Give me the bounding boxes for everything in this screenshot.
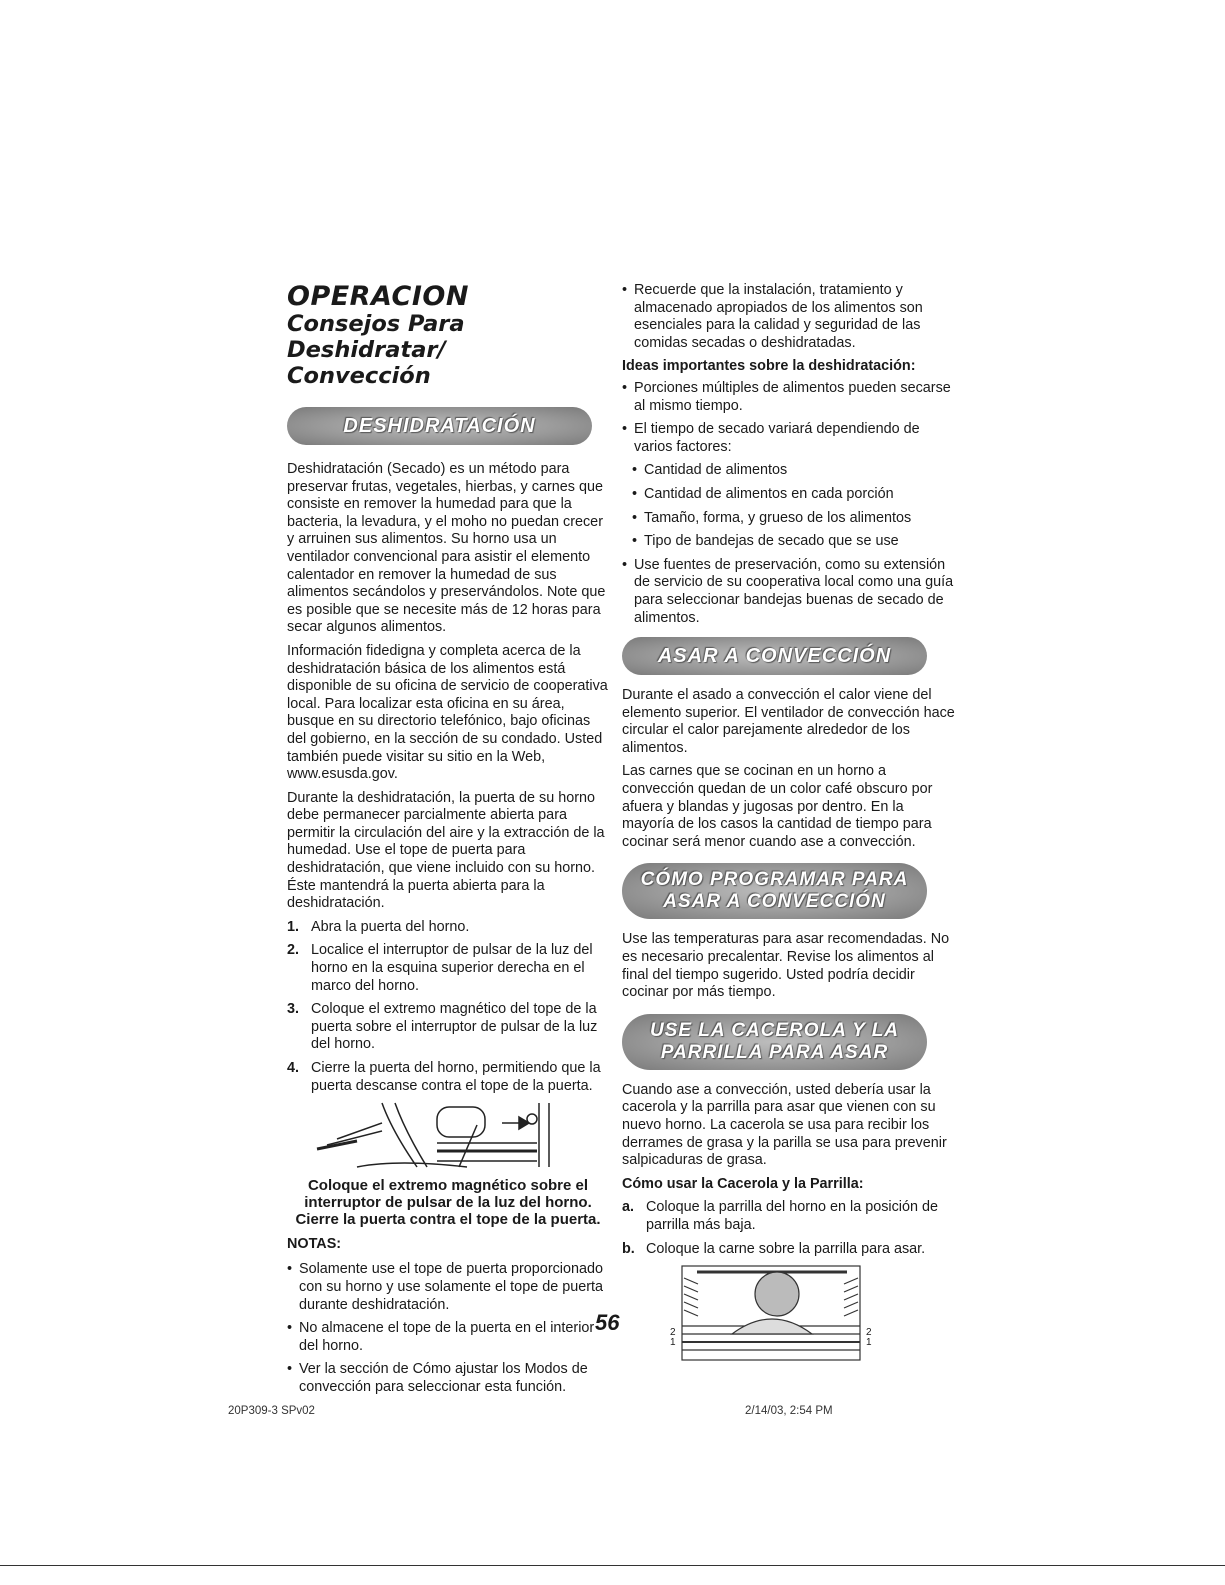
step-number: 1. — [287, 918, 300, 935]
banner-program-line2: ASAR A CONVECCIÓN — [663, 891, 886, 913]
illustration-caption — [287, 1177, 609, 1228]
rack-left-label-1: 1 — [670, 1337, 676, 1349]
pan-paragraph: Cuando ase a convección, usted debería usar la cacerola y la parrilla para asar que vienen con su nuevo horno. La cacerola se usa para recibir los derrames de grasa y la parilla se usa para prevenir salpicaduras de grasa. — [622, 1081, 947, 1169]
rack-left-label-2: 2 — [670, 1327, 676, 1339]
notes-title: NOTAS: — [287, 1235, 342, 1252]
howto-letter: b. — [622, 1240, 635, 1257]
caption-line: Cierre la puerta contra el tope de la puerta. — [295, 1210, 601, 1228]
ideas-title: Ideas importantes sobre la deshidratación: — [622, 358, 916, 375]
left-column — [287, 282, 609, 1403]
howto-item — [622, 1241, 955, 1259]
factor-text: Tamaño, forma, y grueso de los alimentos — [644, 509, 912, 526]
factor-item — [622, 486, 955, 504]
bullet-icon: • — [632, 533, 638, 550]
step-number: 2. — [287, 942, 300, 959]
banner-convection-roast-text: ASAR A CONVECCIÓN — [657, 645, 892, 668]
howto-text: Coloque la parrilla del horno en la posición de parrilla más baja. — [646, 1199, 939, 1233]
idea-item — [622, 557, 955, 627]
bullet-item — [622, 282, 955, 352]
convection-paragraph-1: Durante el asado a convección el calor viene del elemento superior. El ventilador de convección hace circular el calor parejamente alrededor de los alimentos. — [622, 687, 955, 756]
footer-left: 20P309-3 SPv02 — [228, 1405, 315, 1417]
bullet-icon: • — [287, 1320, 293, 1337]
banner-convection-roast — [622, 637, 927, 675]
banner-pan-line2: PARRILLA PARA ASAR — [660, 1041, 889, 1063]
caption-line: Coloque el extremo magnético sobre el — [307, 1176, 589, 1194]
banner-program-line1: CÓMO PROGRAMAR PARA — [640, 869, 909, 891]
rack-right-label-2: 2 — [866, 1327, 872, 1339]
step-text: Coloque el extremo magnético del tope de la puerta sobre el interruptor de pulsar de la luz del horno. — [311, 1001, 598, 1053]
banner-pan-line1: USE LA CACEROLA Y LA — [649, 1019, 900, 1041]
caption-line: interruptor de pulsar de la luz del horno. — [304, 1193, 592, 1211]
page-title-line1: Consejos Para Deshidratar/ — [287, 311, 465, 363]
bullet-icon: • — [622, 421, 628, 438]
howto-letter: a. — [622, 1199, 635, 1216]
factor-text: Tipo de bandejas de secado que se use — [644, 533, 899, 550]
bullet-icon: • — [622, 379, 628, 396]
factor-text: Cantidad de alimentos — [644, 462, 788, 479]
bottom-rule — [0, 1565, 1225, 1566]
note-item — [287, 1361, 609, 1396]
factor-item — [622, 462, 955, 480]
right-column — [622, 282, 955, 1364]
howto-title: Cómo usar la Cacerola y la Parrilla: — [622, 1175, 864, 1192]
bullet-icon: • — [287, 1361, 293, 1378]
oven-rack-illustration — [622, 1264, 922, 1364]
idea-text: Use fuentes de preservación, como su extensión de servicio de su cooperativa local como una guía para seleccionar bandejas buenas de secado de alimentos. — [634, 556, 954, 626]
door-stop-illustration — [287, 1101, 609, 1169]
note-item — [287, 1320, 609, 1355]
note-text: No almacene el tope de la puerta en el interior del horno. — [299, 1320, 595, 1354]
note-item — [287, 1261, 609, 1314]
page-number: 56 — [595, 1310, 620, 1335]
banner-dehydration — [287, 407, 592, 445]
step-item — [287, 942, 609, 995]
step-text: Cierre la puerta del horno, permitiendo que la puerta descanse contra el tope de la puerta. — [311, 1060, 601, 1094]
page-title-line2: Convección — [287, 363, 431, 389]
step-text: Abra la puerta del horno. — [311, 918, 470, 935]
bullet-icon: • — [287, 1261, 293, 1278]
idea-item — [622, 421, 955, 456]
oven-rack-diagram — [622, 1264, 922, 1364]
footer-right: 2/14/03, 2:54 PM — [745, 1405, 833, 1417]
convection-paragraph-2: Las carnes que se cocinan en un horno a convección quedan de un color café obscuro por afuera y blandas y jugosas por dentro. En la mayoría de los casos la cantidad de tiempo para cocinar será menor cuando ase a convección. — [622, 763, 933, 850]
banner-dehydration-text: DESHIDRATACIÓN — [343, 415, 536, 437]
factor-item — [622, 533, 955, 551]
rack-right-label-1: 1 — [866, 1337, 872, 1349]
step-item — [287, 919, 609, 937]
note-text: Solamente use el tope de puerta proporcionado con su horno y use solamente el tope de puerta durante deshidratación. — [299, 1261, 604, 1313]
step-item — [287, 1060, 609, 1095]
step-number: 3. — [287, 1001, 300, 1018]
factor-item — [622, 510, 955, 528]
howto-text: Coloque la carne sobre la parrilla para asar. — [646, 1240, 926, 1257]
banner-program-convection — [622, 863, 927, 919]
bullet-icon: • — [632, 485, 638, 502]
section-heading: OPERACION — [287, 281, 469, 312]
bullet-text: Recuerde que la instalación, tratamiento y almacenado apropiados de los alimentos son esenciales para la calidad y seguridad de las comidas secadas o deshidratadas. — [634, 282, 923, 351]
note-text: Ver la sección de Cómo ajustar los Modos de convección para seleccionar esta función. — [299, 1361, 588, 1395]
bullet-icon: • — [632, 462, 638, 479]
bullet-icon: • — [622, 556, 628, 573]
dehydration-paragraph-1: Deshidratación (Secado) es un método para preservar frutas, vegetales, hierbas, y carnes que consiste en remover la humedad para que la bacteria, la levadura, y el moho no puedan crecer y arruinen sus alimentos. Su horno usa un ventilador convencional para asistir el elemento calentador en remover la humedad de sus alimentos secándolos y preservándolos. Note que es posible que se necesite más de 12 horas para secar algunos alimentos. — [287, 461, 606, 636]
idea-item — [622, 380, 955, 415]
dehydration-paragraph-2: Información fidedigna y completa acerca de la deshidratación básica de los alimentos está disponible de su oficina de servicio de cooperativa local. Para localizar esta oficina en su área, busque en su directorio telefónico, bajo oficinas del gobierno, en la sección de su condado. Usted también puede visitar su sitio en la Web, www.esusda.gov. — [287, 642, 608, 783]
step-text: Localice el interruptor de pulsar de la luz del horno en la esquina superior derecha en el marco del horno. — [311, 942, 593, 994]
idea-text: El tiempo de secado variará dependiendo de varios factores: — [634, 421, 920, 455]
idea-text: Porciones múltiples de alimentos pueden secarse al mismo tiempo. — [634, 379, 951, 414]
bullet-icon: • — [632, 509, 638, 526]
bullet-icon: • — [622, 282, 628, 298]
banner-use-pan — [622, 1014, 927, 1070]
step-item — [287, 1001, 609, 1054]
factor-text: Cantidad de alimentos en cada porción — [644, 485, 894, 502]
step-number: 4. — [287, 1060, 300, 1076]
program-paragraph: Use las temperaturas para asar recomendadas. No es necesario precalentar. Revise los alimentos al final del tiempo sugerido. Usted podría decidir cocinar por más tiempo. — [622, 931, 950, 1001]
dehydration-paragraph-3: Durante la deshidratación, la puerta de su horno debe permanecer parcialmente abierta para permitir la circulación del aire y la extracción de la humedad. Use el tope de puerta para deshidratación, que viene incluido con su horno. Éste mantendrá la puerta abierta para la deshidratación. — [287, 789, 605, 912]
howto-item — [622, 1199, 955, 1234]
